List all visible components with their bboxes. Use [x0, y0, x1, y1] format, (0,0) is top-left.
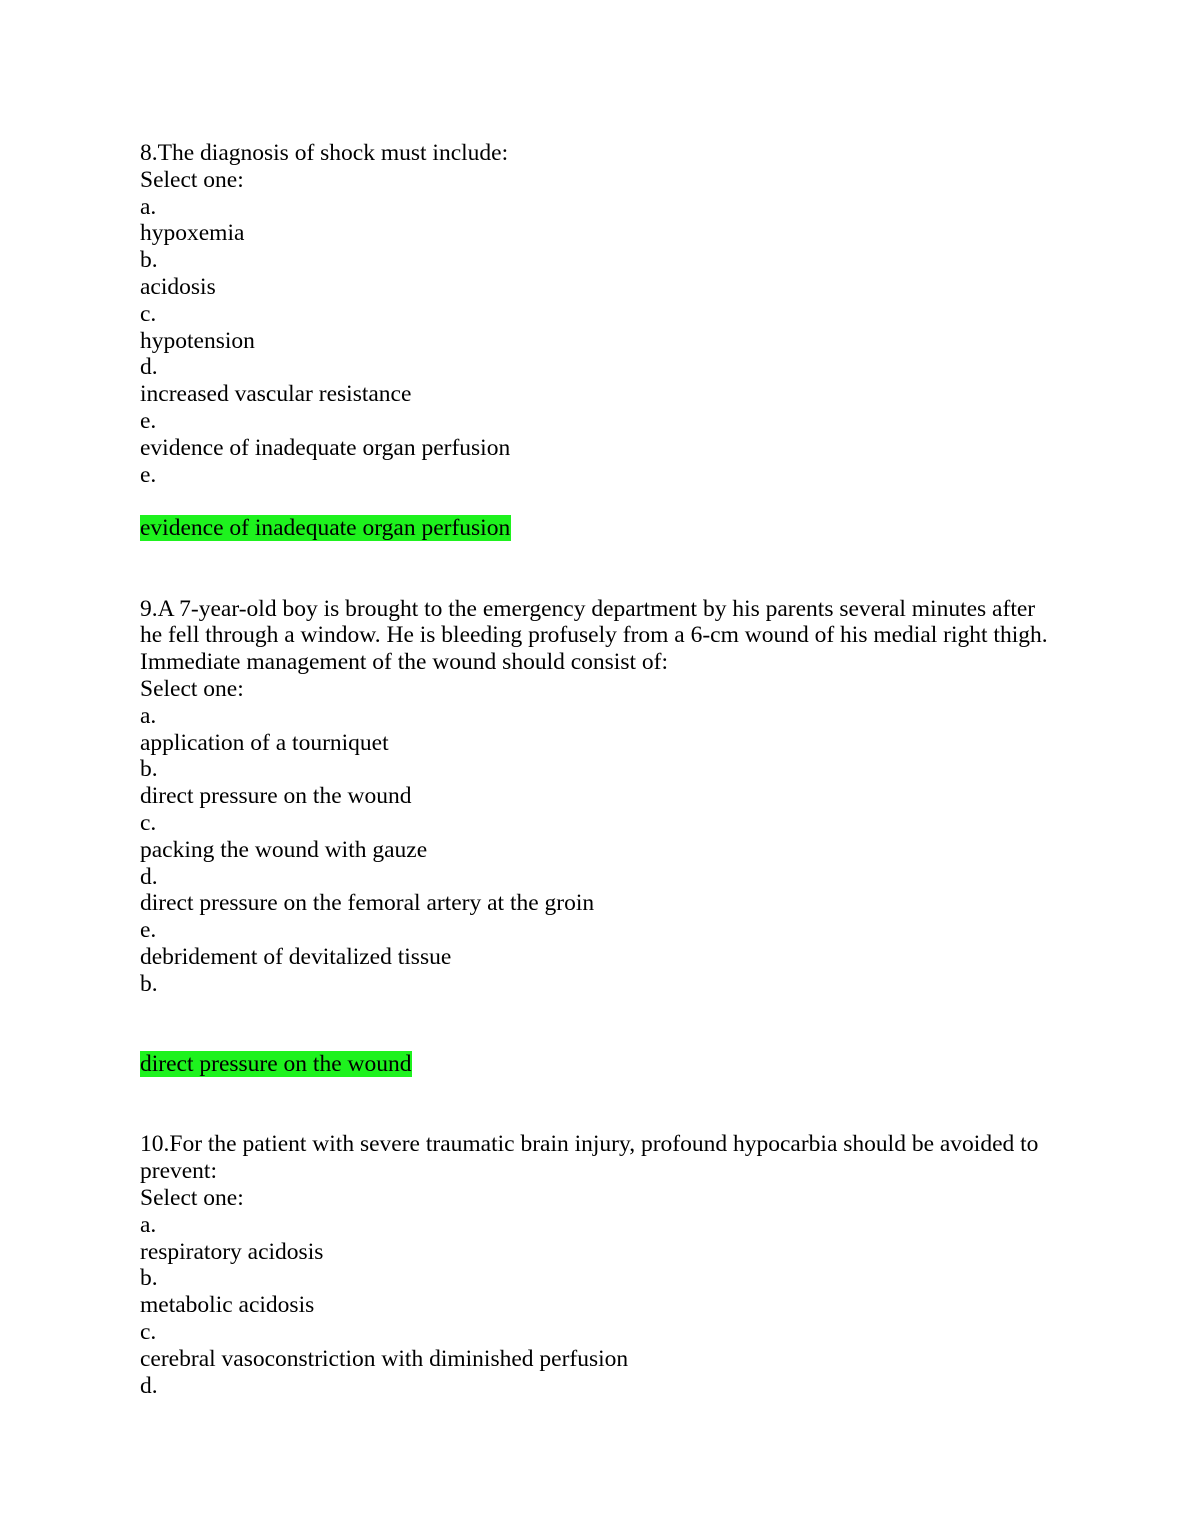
answer-letter: b.: [140, 970, 158, 997]
question-prompt: prevent:: [140, 1158, 217, 1185]
option-letter: a.: [140, 193, 157, 220]
answer-letter: e.: [140, 461, 157, 488]
option-letter: a.: [140, 1211, 157, 1238]
select-one-label: Select one:: [140, 166, 244, 193]
option-letter: b.: [140, 1265, 158, 1292]
option-letter: e.: [140, 407, 157, 434]
option-letter: e.: [140, 917, 157, 944]
option-letter: d.: [140, 1372, 158, 1399]
option-text: hypotension: [140, 327, 255, 354]
option-text: direct pressure on the wound: [140, 783, 412, 810]
option-letter: b.: [140, 247, 158, 274]
question-10: [140, 1131, 1060, 1399]
option-letter: b.: [140, 756, 158, 783]
spacer: [140, 1078, 1060, 1132]
answer-highlight: evidence of inadequate organ perfusion: [140, 515, 511, 542]
question-8: [140, 140, 1060, 542]
question-prompt: 8.The diagnosis of shock must include:: [140, 140, 509, 166]
select-one-label: Select one:: [140, 675, 244, 702]
option-text: hypoxemia: [140, 220, 245, 247]
answer-highlight: direct pressure on the wound: [140, 1051, 412, 1078]
option-letter: d.: [140, 354, 158, 381]
option-text: evidence of inadequate organ perfusion: [140, 434, 511, 461]
option-letter: c.: [140, 809, 157, 836]
option-letter: c.: [140, 1319, 157, 1346]
answer-line: [140, 515, 1060, 542]
option-letter: c.: [140, 300, 157, 327]
option-text: respiratory acidosis: [140, 1238, 324, 1265]
select-one-label: Select one:: [140, 1185, 244, 1212]
question-9: [140, 596, 1060, 1078]
question-prompt: 9.A 7-year-old boy is brought to the emergency department by his parents several minutes after: [140, 595, 1036, 622]
question-prompt: 10.For the patient with severe traumatic brain injury, profound hypocarbia should be avoided to: [140, 1131, 1039, 1158]
option-text: metabolic acidosis: [140, 1292, 315, 1319]
option-text: direct pressure on the femoral artery at the groin: [140, 890, 595, 917]
option-letter: a.: [140, 702, 157, 729]
option-text: debridement of devitalized tissue: [140, 943, 452, 970]
answer-line: [140, 1051, 1060, 1078]
option-text: application of a tourniquet: [140, 729, 389, 756]
spacer: [140, 998, 1060, 1052]
document-page: [140, 140, 1060, 1399]
option-text: cerebral vasoconstriction with diminished perfusion: [140, 1345, 629, 1372]
question-prompt: he fell through a window. He is bleeding profusely from a 6-cm wound of his medial right thigh.: [140, 622, 1048, 649]
spacer: [140, 542, 1060, 596]
option-text: acidosis: [140, 273, 216, 300]
spacer: [140, 488, 1060, 515]
question-prompt: Immediate management of the wound should consist of:: [140, 649, 668, 676]
option-letter: d.: [140, 863, 158, 890]
option-text: packing the wound with gauze: [140, 836, 428, 863]
option-text: increased vascular resistance: [140, 381, 412, 408]
